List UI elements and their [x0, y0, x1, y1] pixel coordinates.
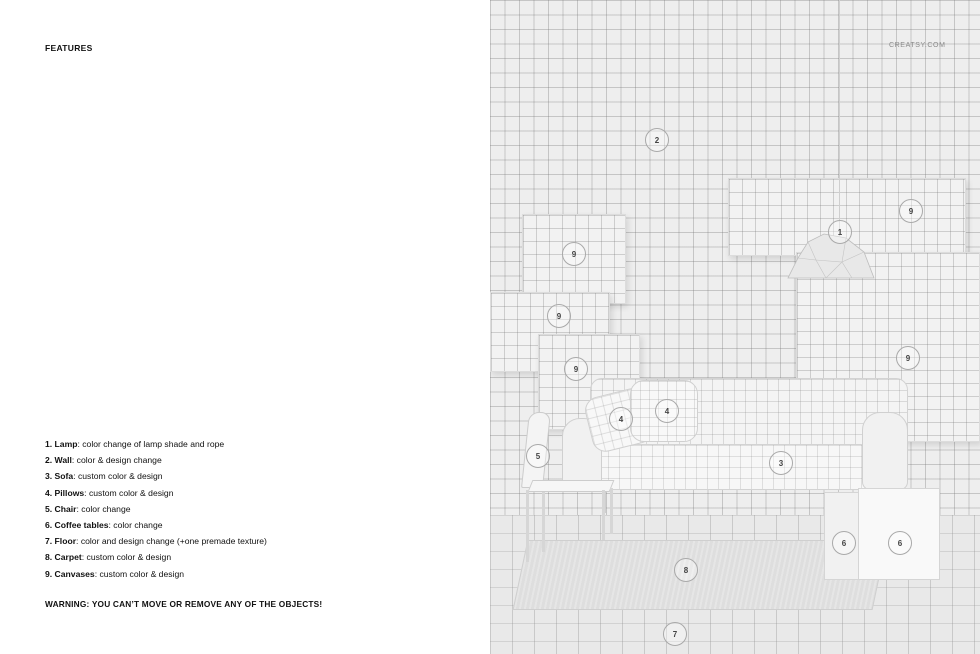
marker-chair: 5 — [526, 444, 550, 468]
lamp-cord — [839, 0, 840, 236]
feature-name: 9. Canvases — [45, 568, 95, 579]
watermark: CREATSY.COM — [889, 42, 946, 49]
feature-desc: : custom color & design — [84, 487, 174, 498]
sofa-arm-right — [862, 412, 908, 490]
feature-desc: : color & design change — [71, 455, 162, 466]
chair-leg — [542, 492, 545, 552]
marker-canvas: 9 — [562, 242, 586, 266]
mockup-scene — [490, 0, 980, 654]
feature-name: 7. Floor — [45, 536, 77, 547]
marker-canvas: 9 — [547, 304, 571, 328]
feature-desc: : custom color & design — [94, 568, 185, 579]
feature-item-chair — [45, 501, 267, 517]
features-heading: FEATURES — [45, 43, 93, 53]
chair-leg — [602, 490, 605, 540]
feature-desc: : color change — [76, 503, 131, 514]
feature-item-coffee-tables — [45, 517, 267, 533]
marker-sofa: 3 — [769, 451, 793, 475]
feature-item-lamp — [45, 436, 267, 452]
feature-desc: : color and design change (+one premade texture) — [76, 536, 267, 547]
marker-floor: 7 — [663, 622, 687, 646]
chair-leg — [526, 490, 529, 562]
marker-carpet: 8 — [674, 558, 698, 582]
chair-leg — [610, 488, 613, 534]
feature-name: 4. Pillows — [45, 487, 85, 498]
feature-desc: : color change — [108, 520, 163, 531]
feature-name: 6. Coffee tables — [45, 520, 109, 531]
marker-lamp: 1 — [828, 220, 852, 244]
feature-name: 3. Sofa — [45, 471, 74, 482]
marker-canvas: 9 — [564, 357, 588, 381]
feature-item-pillows — [45, 485, 267, 501]
sofa-seat — [585, 444, 907, 490]
warning-text: WARNING: YOU CAN’T MOVE OR REMOVE ANY OF THE OBJECTS! — [45, 599, 323, 609]
feature-desc: : color change of lamp shade and rope — [77, 439, 225, 449]
feature-desc: : custom color & design — [81, 552, 172, 563]
feature-name: 8. Carpet — [45, 552, 82, 563]
feature-item-wall — [45, 452, 267, 468]
marker-pillow-right: 4 — [655, 399, 679, 423]
marker-canvas: 9 — [899, 199, 923, 223]
marker-table-right: 6 — [888, 531, 912, 555]
marker-canvas: 9 — [896, 346, 920, 370]
feature-item-canvases — [45, 566, 267, 582]
feature-item-floor — [45, 533, 267, 549]
marker-pillow-left: 4 — [609, 407, 633, 431]
marker-table-left: 6 — [832, 531, 856, 555]
feature-item-sofa — [45, 468, 267, 484]
features-list — [45, 436, 267, 582]
feature-item-carpet — [45, 549, 267, 565]
feature-name: 2. Wall — [45, 455, 72, 466]
feature-desc: : custom color & design — [73, 471, 163, 482]
feature-name: 1. Lamp — [45, 439, 78, 449]
marker-wall: 2 — [645, 128, 669, 152]
feature-name: 5. Chair — [45, 503, 77, 514]
